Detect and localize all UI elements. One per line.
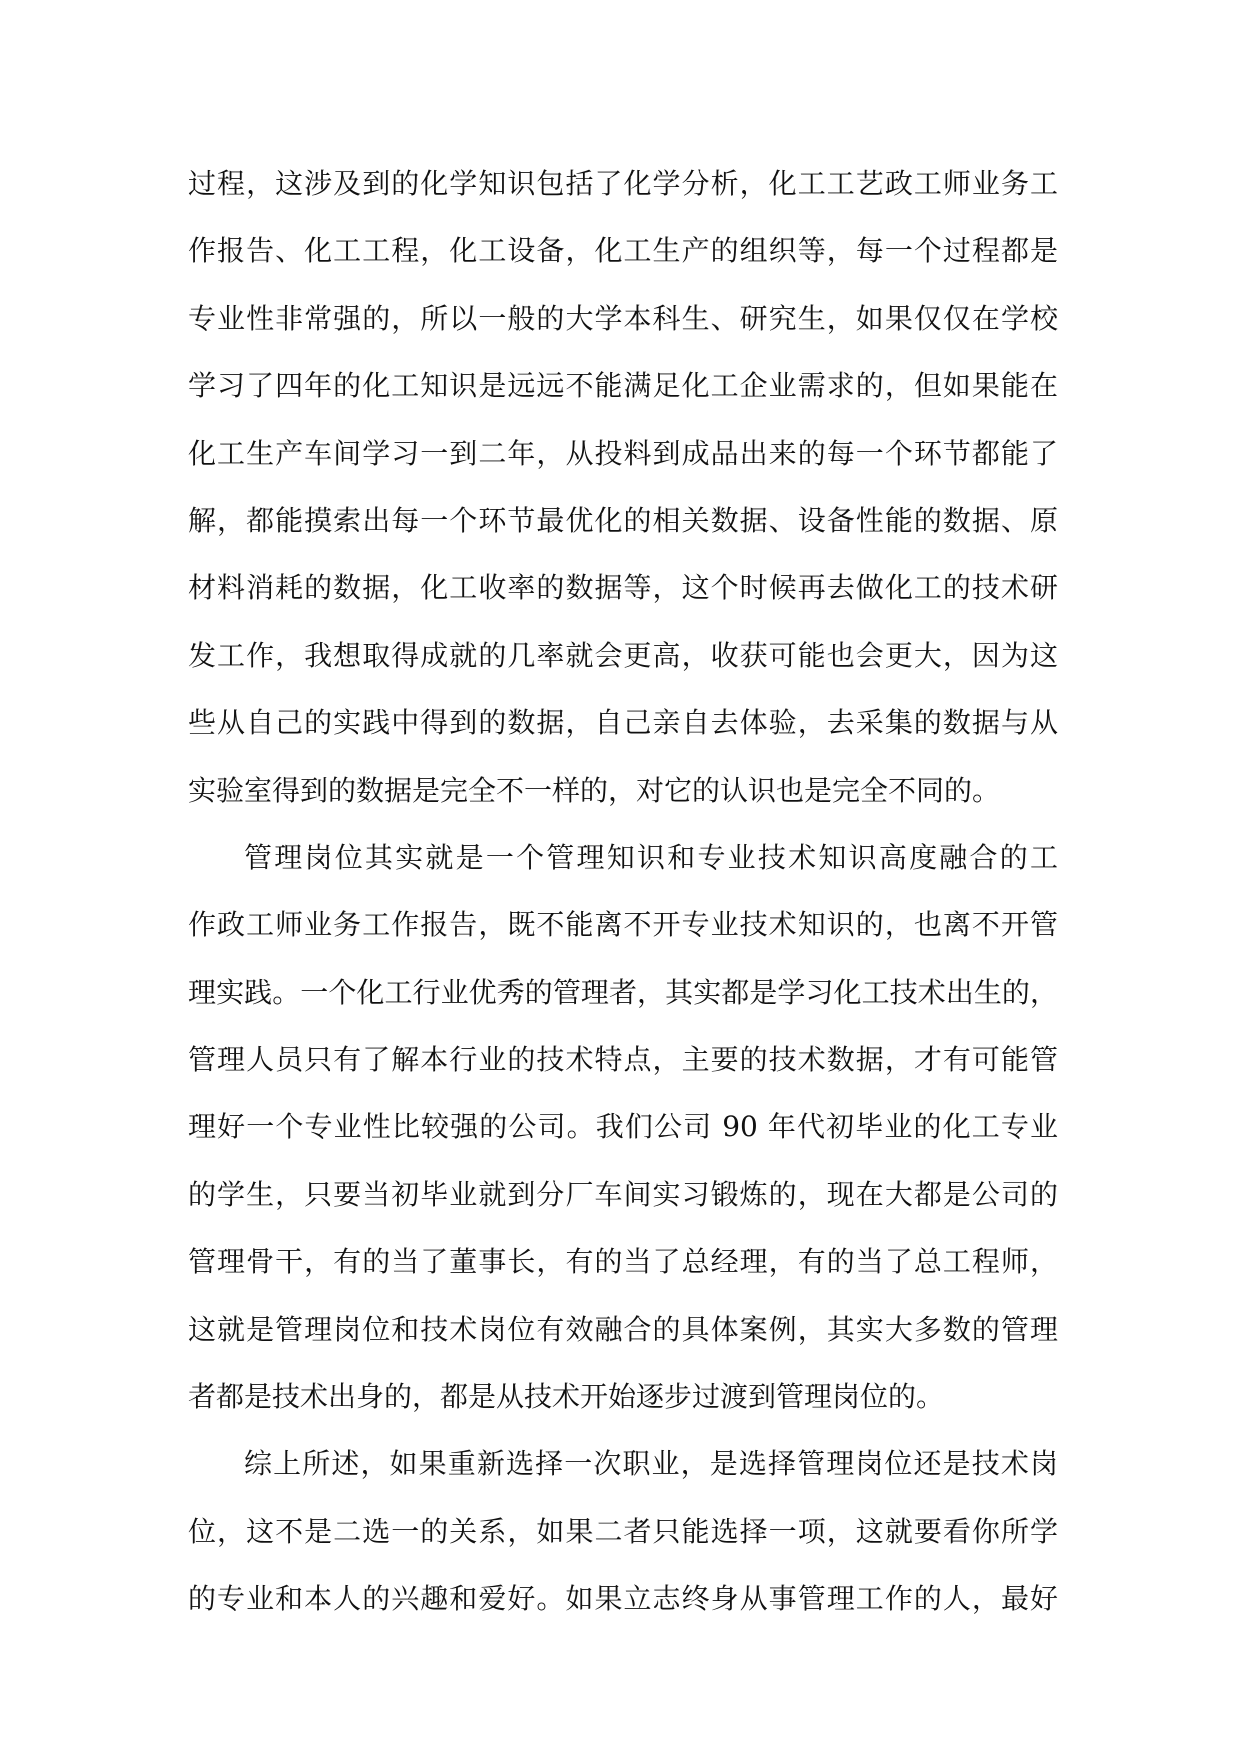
- paragraph-3-line-1: 综上所述，如果重新选择一次职业，是选择管理岗位还是技术岗: [244, 1447, 1058, 1481]
- paragraph-1-line-4: 学习了四年的化工知识是远远不能满足化工企业需求的，但如果能在: [188, 369, 1058, 403]
- paragraph-3-line-2: 位，这不是二选一的关系，如果二者只能选择一项，这就要看你所学: [188, 1514, 1058, 1548]
- paragraph-1-line-3: 专业性非常强的，所以一般的大学本科生、研究生，如果仅仅在学校: [188, 301, 1058, 335]
- paragraph-1-line-8: 发工作，我想取得成就的几率就会更高，收获可能也会更大，因为这: [188, 638, 1058, 672]
- paragraph-2-line-1: 管理岗位其实就是一个管理知识和专业技术知识高度融合的工: [244, 840, 1058, 874]
- document-body: [188, 164, 1058, 1647]
- paragraph-2-line-7: 管理骨干，有的当了董事长，有的当了总经理，有的当了总工程师，: [188, 1245, 1058, 1279]
- paragraph-1-line-9: 些从自己的实践中得到的数据，自己亲自去体验，去采集的数据与从: [188, 706, 1058, 740]
- paragraph-2-line-2: 作政工师业务工作报告，既不能离不开专业技术知识的，也离不开管: [188, 908, 1058, 942]
- paragraph-2-line-6: 的学生，只要当初毕业就到分厂车间实习锻炼的，现在大都是公司的: [188, 1177, 1058, 1211]
- paragraph-1-line-6: 解，都能摸索出每一个环节最优化的相关数据、设备性能的数据、原: [188, 503, 1058, 537]
- paragraph-1-line-1: 过程，这涉及到的化学知识包括了化学分析，化工工艺政工师业务工: [188, 167, 1058, 200]
- paragraph-2-line-5: 理好一个专业性比较强的公司。我们公司 90 年代初毕业的化工专业: [188, 1110, 1058, 1144]
- paragraph-2-line-9: 者都是技术出身的，都是从技术开始逐步过渡到管理岗位的。: [188, 1380, 945, 1414]
- paragraph-1-line-5: 化工生产车间学习一到二年，从投料到成品出来的每一个环节都能了: [188, 436, 1058, 470]
- paragraph-1-line-7: 材料消耗的数据，化工收率的数据等，这个时候再去做化工的技术研: [188, 571, 1058, 605]
- paragraph-1-line-2: 作报告、化工工程，化工设备，化工生产的组织等，每一个过程都是: [188, 234, 1058, 268]
- paragraph-1-line-10: 实验室得到的数据是完全不一样的，对它的认识也是完全不同的。: [188, 773, 1001, 807]
- paragraph-2-line-8: 这就是管理岗位和技术岗位有效融合的具体案例，其实大多数的管理: [188, 1312, 1058, 1346]
- paragraph-3-line-3: 的专业和本人的兴趣和爱好。如果立志终身从事管理工作的人，最好: [188, 1582, 1058, 1616]
- paragraph-2-line-3: 理实践。一个化工行业优秀的管理者，其实都是学习化工技术出生的，: [188, 975, 1058, 1009]
- paragraph-2-line-4: 管理人员只有了解本行业的技术特点，主要的技术数据，才有可能管: [188, 1043, 1058, 1077]
